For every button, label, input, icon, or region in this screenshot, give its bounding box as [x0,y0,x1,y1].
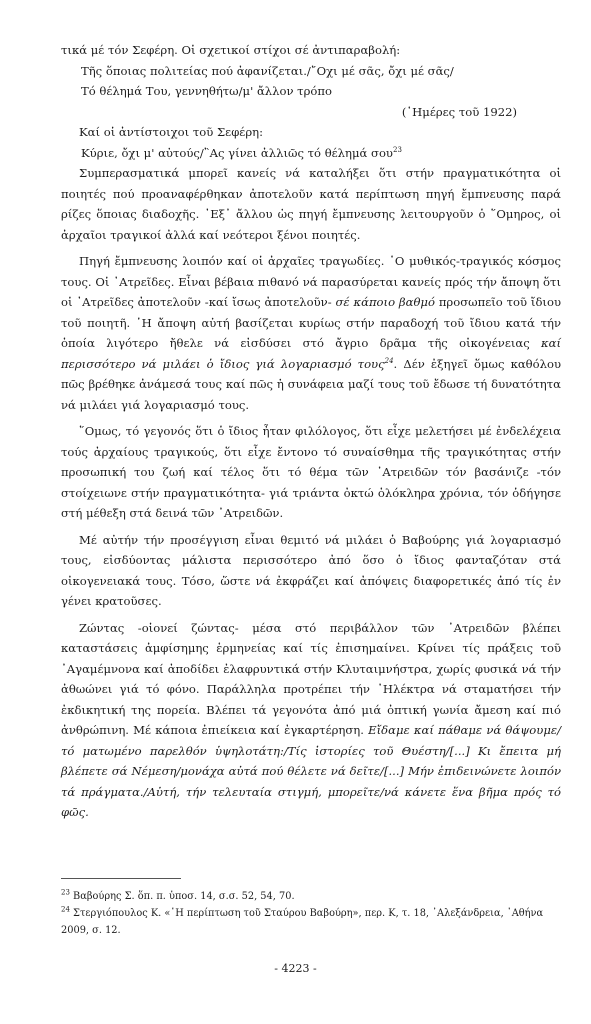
footnote-number: 24 [61,905,70,914]
italic-quote: Εἴδαμε καί πάθαμε νά θάψουμε/τό ματωμένο παρελθόν ὑψηλοτάτη:/Τίς ἱστορίες τοῦ Θυέστη/[...] Κι ἔπειτα μή βλέπετε σά Νέμεση/μονάχα αὐτά πού θέλετε νά δεῖτε/[...] Μήν ἐπιδεινώνετε λοιπόν τά πράγματα./Αὐτή, τήν τελευταία στιγμή, μπορεῖτε/νά κάνετε ἕνα βῆμα πρός τό φῶς. [61,723,561,819]
verse-seferis-text: Κύριε, ὄχι μ' αὐτούς/῍Ας γίνει ἀλλιῶς τό θέλημά σου [81,145,393,160]
paragraph-living [61,618,561,823]
footnote-24 [61,905,561,939]
italic-run: καί περισσότερο νά μιλάει ὁ ἴδιος γιά λογαριασμό τους [61,336,561,371]
paragraph-tragedies [61,251,561,415]
italic-run: σέ κάποιο βαθμό [335,295,435,309]
text-run: Πηγή ἔμπνευσης λοιπόν καί οἱ ἀρχαῖες τραγωδίες. ῾Ο μυθικός-τραγικός κόσμος τους. Οἱ ᾿Ατρεῖδες. Εἶναι βέβαια πιθανό νά παρασύρεται κανείς πρός τήν ἄποψη ὅτι οἱ ᾿Ατρεῖδες ἀποτελοῦν -καί ἴσως ἀποτελοῦν- [61,254,561,309]
footnote-ref-23: 23 [392,145,402,154]
verse-line-2: Τό θέλημά Του, γεννηθήτω/μ' ἄλλον τρόπο [81,84,332,98]
paragraph-philologist: ῞Ομως, τό γεγονός ὅτι ὁ ἴδιος ἦταν φιλόλογος, ὅτι εἶχε μελετήσει μέ ἐνδελέχεια τούς ἀρχαίους τραγικούς, ὅτι εἶχε ἔντονο τό συναίσθημα τῆς τραγικότητας στήν προσωπική του ζωή καί τέλος ὅτι τό θέμα τῶν ᾿Ατρειδῶν τόν βασάνιζε -τόν στοίχειωνε στήν πραγματικότητα- γιά τριάντα ὀκτώ ὁλόκληρα χρόνια, τόν ὁδήγησε στή μέθεξη στά δεινά τῶν ᾿Ατρειδῶν. [61,424,561,520]
paragraph-intro: τικά μέ τόν Σεφέρη. Οἱ σχετικοί στίχοι σέ ἀντιπαραβολή: [61,43,401,57]
footnote-ref-24: 24 [384,356,394,365]
footnotes [61,888,561,939]
verse-seferis [61,143,561,164]
footnote-23 [61,888,561,905]
footnote-text: Στεργιόπουλος Κ. «῾Η περίπτωση τοῦ Σταύρου Βαβούρη», περ. Κ, τ. 18, ᾿Αλεξάνδρεια, ᾿Αθήνα 2009, σ. 12. [61,908,544,936]
paragraph-conclusion: Συμπερασματικά μπορεῖ κανείς νά καταλήξει ὅτι στήν πραγματικότητα οἱ ποιητές πού προαναφέρθηκαν ἀποτελοῦν κατά περίπτωση πηγή ἔμπνευσης παρά ρίζες ὅποιας διαδοχῆς. ᾿Εξ᾿ ἄλλου ὡς πηγή ἔμπνευσης λειτουργοῦν ὁ ῞Ομηρος, οἱ ἀρχαῖοι τραγικοί ἀλλά καί νεότεροι ξένοι ποιητές. [61,166,561,242]
text-run: προσωπεῖο τοῦ ἴδιου τοῦ ποιητῆ. ῾Η ἄποψη αὐτή βασίζεται κυρίως στήν παραδοχή τοῦ ἴδιου κατά τήν ὁποία λιγότερο ἤθελε νά εἰσδύσει στό ἄγριο δρᾶμα τῆς οἰκογένειας [61,295,562,350]
verse-line-1: Τῆς ὅποιας πολιτείας πού ἀφανίζεται./῎Οχι μέ σᾶς, ὄχι μέ σᾶς/ [81,63,454,78]
verse-source: (῾Ημέρες τοῦ 1922) [401,104,517,119]
footnote-text: Βαβούρης Σ. ὅπ. π. ὑποσ. 14, σ.σ. 52, 54, 70. [73,891,295,902]
main-text [61,40,561,823]
text-run: Ζώντας -οἱονεί ζώντας- μέσα στό περιβάλλον τῶν ᾿Ατρειδῶν βλέπει καταστάσεις ἀμφίσημης ἑρμηνείας καί τίς ἐπισημαίνει. Κρίνει τίς πράξεις τοῦ ᾿Αγαμέμνονα καί ἀποδίδει ἐλαφρυντικά στήν Κλυταιμνήστρα, χωρίς φυσικά νά τήν ἀθωώνει γιά τό φόνο. Παράλληλα προτρέπει τήν ᾿Ηλέκτρα νά σταματήσει τήν ἐκδικητική της πορεία. Βλέπει τά γεγονότα ἀπό μιά ὀπτική γωνία ἄμεση καί πιό ἀνθρώπινη. Μέ κάποια ἐπιείκεια καί ἐγκαρτέρηση. [61,620,561,737]
paragraph-approach: Μέ αὐτήν τήν προσέγγιση εἶναι θεμιτό νά μιλάει ὁ Βαβούρης γιά λογαριασμό τους, εἰσδύοντας μάλιστα περισσότερο ἀπό ὅσο ὁ ἴδιος φανταζόταν στά οἰκογενειακά τους. Τόσο, ὥστε νά ἐκφράζει καί ἀπόψεις διαφορετικές ἀπό τίς ἐν γένει κρατοῦσες. [61,532,561,608]
page-number: - 4223 - [274,962,317,975]
paragraph-seferis: Καί οἱ ἀντίστοιχοι τοῦ Σεφέρη: [79,125,263,139]
footnote-number: 23 [61,888,70,897]
text-run: . Δέν ἐξηγεῖ ὅμως καθόλου πῶς βρέθηκε ἀνάμεσά τους καί πῶς ἡ συνάφεια μαζί τους τοῦ ἔδωσε τή δυνατότητα νά μιλάει γιά λογαριασμό τους. [61,356,561,412]
footnote-divider [61,878,181,879]
